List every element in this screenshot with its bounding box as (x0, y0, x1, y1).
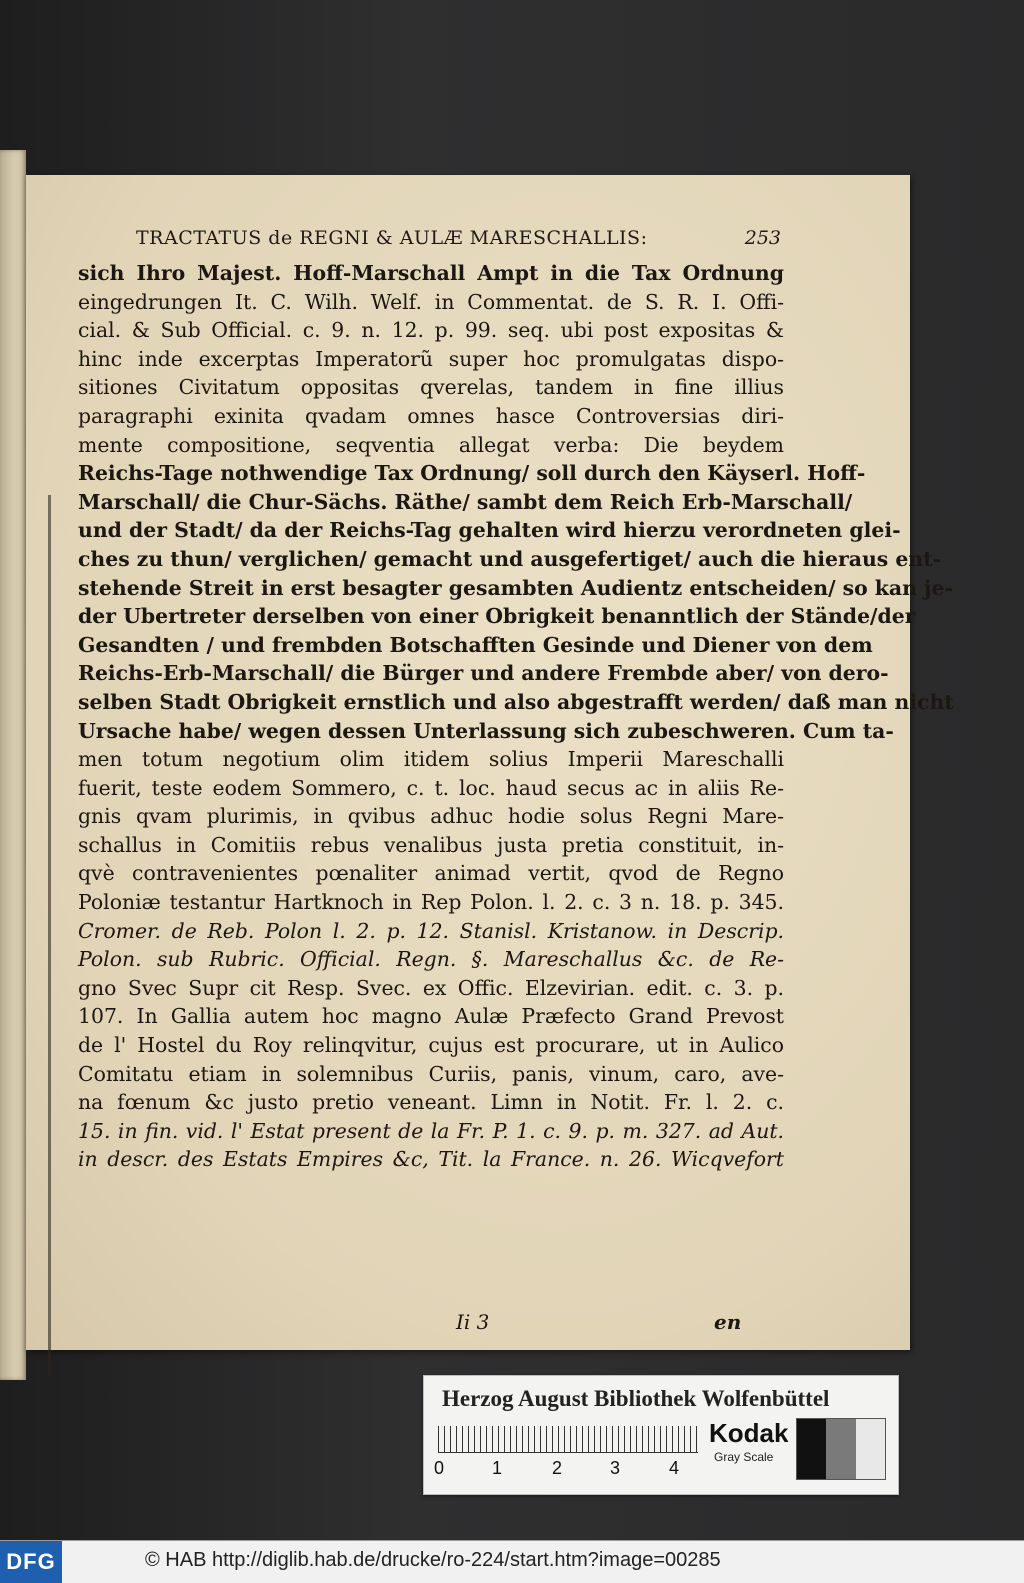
gray-patches (796, 1418, 886, 1480)
kodak-logo: Kodak (709, 1418, 789, 1448)
ruler-number: 3 (610, 1458, 621, 1478)
gray-patch (797, 1419, 826, 1479)
text-line: ches zu thun/ verglichen/ gemacht und ausgefertiget/ auch die hieraus ent- (78, 546, 942, 571)
text-line: Cromer. de Reb. Polon l. 2. p. 12. Stanisl. Kristanow. in Descrip. (78, 918, 784, 943)
text-line: stehende Streit in erst besagter gesambten Audientz entscheiden/ so kan je- (78, 575, 953, 600)
text-line: selben Stadt Obrigkeit ernstlich und also abgestrafft werden/ daß man nicht (78, 689, 954, 714)
ruler-number: 1 (492, 1458, 503, 1478)
text-line: hinc inde excerptas Imperatorũ super hoc promulgatas dispo- (78, 346, 784, 371)
text-line: Polon. sub Rubric. Official. Regn. §. Mareschallus &c. de Re- (78, 947, 784, 972)
text-line: men totum negotium olim itidem solius Imperii Mareschalli (78, 747, 784, 772)
text-line: eingedrungen It. C. Wilh. Welf. in Commentat. de S. R. I. Offi- (78, 289, 784, 314)
book-edge (0, 150, 26, 1380)
text-line: Comitatu etiam in solemnibus Curiis, panis, vinum, caro, ave- (78, 1061, 784, 1086)
signature-mark: Ii 3 (456, 1310, 490, 1334)
ruler-number: 0 (434, 1458, 445, 1478)
dfg-logo[interactable]: DFG (0, 1541, 62, 1583)
text-line: in descr. des Estats Empires &c, Tit. la France. n. 26. Wicqvefort (78, 1147, 784, 1172)
scale-ruler (438, 1426, 698, 1453)
text-line: Reichs-Tage nothwendige Tax Ordnung/ soll durch den Käyserl. Hoff- (78, 461, 866, 486)
text-line: Reichs-Erb-Marschall/ die Bürger und andere Frembde aber/ von dero- (78, 661, 889, 686)
text-line: sich Ihro Majest. Hoff-Marschall Ampt in die Tax Ordnung (78, 261, 784, 285)
book-page (26, 175, 954, 1350)
text-line: und der Stadt/ da der Reichs-Tag gehalten wird hierzu verordneten glei- (78, 518, 901, 543)
text-line: 15. in fin. vid. l' Estat present de la Fr. P. 1. c. 9. p. m. 327. ad Aut. (78, 1118, 784, 1143)
margin-shadow (48, 495, 51, 1375)
gray-patch (826, 1419, 855, 1479)
body-text (78, 259, 954, 1174)
text-line: Poloniæ testantur Hartknoch in Rep Polon. l. 2. c. 3 n. 18. p. 345. (78, 890, 784, 915)
footer-bar (0, 1540, 1024, 1583)
text-line: na fœnum &c justo pretio veneant. Limn in Notit. Fr. l. 2. c. (78, 1090, 784, 1115)
gray-patch (856, 1419, 885, 1479)
text-line: schallus in Comitiis rebus venalibus justa pretia constituit, in- (78, 832, 784, 857)
library-color-chart (423, 1375, 899, 1495)
text-line: gno Svec Supr cit Resp. Svec. ex Offic. Elzevirian. edit. c. 3. p. (78, 975, 784, 1000)
library-name: Herzog August Bibliothek Wolfenbüttel (442, 1386, 830, 1411)
page-number: 253 (744, 227, 781, 249)
running-head-title: TRACTATUS de REGNI & AULÆ MARESCHALLIS: (136, 227, 648, 249)
running-head (136, 227, 781, 253)
text-line: cial. & Sub Official. c. 9. n. 12. p. 99. seq. ubi post expositas & (78, 318, 784, 343)
gray-scale-label: Gray Scale (714, 1450, 774, 1464)
text-line: de l' Hostel du Roy relinqvitur, cujus est procurare, ut in Aulico (78, 1033, 784, 1058)
text-line: gnis qvam plurimis, in qvibus adhuc hodie solus Regni Mare- (78, 804, 784, 829)
text-line: fuerit, teste eodem Sommero, c. t. loc. haud secus ac in aliis Re- (78, 775, 784, 800)
copyright-credit[interactable]: © HAB http://diglib.hab.de/drucke/ro-224/start.htm?image=00285 (145, 1549, 721, 1571)
text-line: paragraphi exinita qvadam omnes hasce Controversias diri- (78, 403, 784, 428)
catchword: en (714, 1310, 742, 1334)
ruler-number: 4 (669, 1458, 680, 1478)
text-line: Marschall/ die Chur-Sächs. Räthe/ sambt dem Reich Erb-Marschall/ (78, 489, 853, 514)
text-line: qvè contravenientes pœnaliter animad vertit, qvod de Regno (78, 861, 784, 886)
text-line: Ursache habe/ wegen dessen Unterlassung sich zubeschweren. Cum ta- (78, 718, 894, 743)
text-line: Gesandten / und frembden Botschafften Gesinde und Diener von dem (78, 632, 873, 657)
text-line: 107. In Gallia autem hoc magno Aulæ Præfecto Grand Prevost (78, 1004, 784, 1029)
text-line: mente compositione, seqventia allegat verba: Die beydem (78, 432, 784, 457)
text-line: sitiones Civitatum oppositas qverelas, tandem in fine illius (78, 375, 784, 400)
ruler-numbers (434, 1458, 704, 1482)
text-line: der Ubertreter derselben von einer Obrigkeit benanntlich der Stände/der (78, 604, 916, 629)
ruler-number: 2 (552, 1458, 563, 1478)
